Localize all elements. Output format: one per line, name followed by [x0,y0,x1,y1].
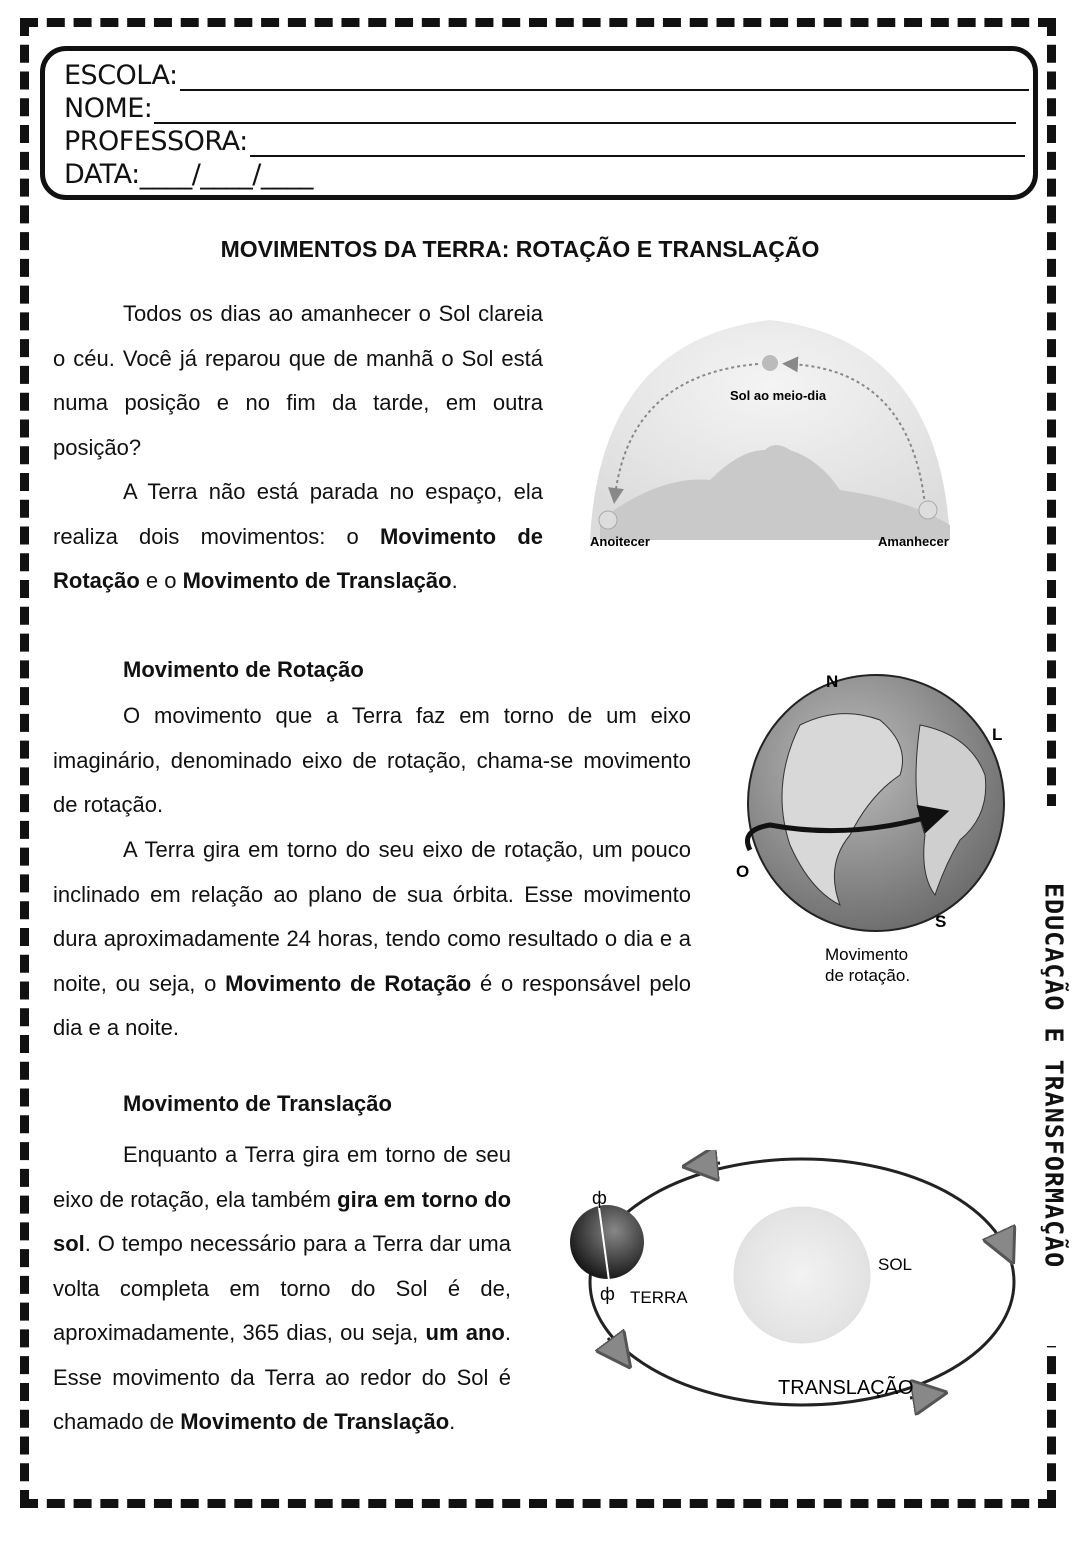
west-label: O [736,862,750,881]
orbit-arrow-top [700,1163,720,1165]
translation-paragraph: Enquanto a Terra gira em torno de seu eixo de rotação, ela também gira em torno do sol. O tempo necessário para a Terra dar uma volta completa em torno do Sol é de, aproximadamente, 365 dias, ou seja, um ano. Esse movimento da Terra ao redor do Sol é chamado de Movimento de Translação. [53,1142,512,1434]
escola-label: ESCOLA: [64,60,178,91]
sun-noon-icon [762,355,778,371]
nome-field[interactable] [154,100,1016,124]
globe-caption-1: Movimento [825,945,909,964]
rotation-paragraph-2: A Terra gira em torno do seu eixo de rotação, um pouco inclinado em relação ao plano de sua órbita. Esse movimento dura aproximadamente 24 horas, tendo como resultado o dia e a noite, ou seja, o Movimento de Rotação é o responsável pelo dia e a noite. [53,837,692,1040]
earth-label: TERRA [630,1288,688,1307]
south-label: S [935,912,947,931]
page-title: MOVIMENTOS DA TERRA: ROTAÇÃO E TRANSLAÇÃO [220,236,820,262]
sun-circle [734,1207,870,1343]
sun-dusk-icon [599,511,617,529]
nome-line [64,93,1016,124]
rotation-paragraph-1: O movimento que a Terra faz em torno de um eixo imaginário, denominado eixo de rotação, chama-se movimento de rotação. [53,703,691,817]
translation-heading: Movimento de Translação [123,1091,392,1116]
data-line [64,159,313,190]
north-label: N [826,672,839,691]
date-field[interactable]: ____/____/____ [139,159,313,190]
professora-field[interactable] [250,133,1025,157]
nome-label: NOME: [64,93,153,124]
translation-label: TRANSLAÇÃO [778,1377,914,1399]
sun-dawn-icon [919,501,937,519]
escola-line [64,60,1029,91]
intro-paragraph-1: Todos os dias ao amanhecer o Sol clareia o céu. Você já reparou que de manhã o Sol está numa posição e no fim da tarde, em outra posição? [53,301,543,460]
dusk-label: Anoitecer [590,534,650,549]
professora-line [64,126,1025,157]
professora-label: PROFESSORA: [64,126,248,157]
east-label: L [992,725,1003,744]
rotation-globe-diagram [730,665,1020,995]
translation-orbit-diagram [570,1150,1020,1420]
side-brand: EDUCAÇÃO E TRANSFORMAÇÃO [1033,806,1075,1346]
data-label: DATA: [64,159,140,190]
noon-label: Sol ao meio-dia [730,388,827,403]
sun-path-diagram [580,300,960,560]
intro-paragraph-2: A Terra não está parada no espaço, ela realiza dois movimentos: o Movimento de Rotação e o Movimento de Translação. [53,479,543,593]
sun-label: SOL [878,1255,913,1274]
dawn-label: Amanhecer [878,534,949,549]
axis-symbol-bottom: ф [600,1284,615,1304]
axis-symbol-top: ф [592,1188,607,1208]
globe-caption-2: de rotação. [825,966,911,985]
rotation-heading: Movimento de Rotação [123,657,364,682]
escola-field[interactable] [180,67,1029,91]
